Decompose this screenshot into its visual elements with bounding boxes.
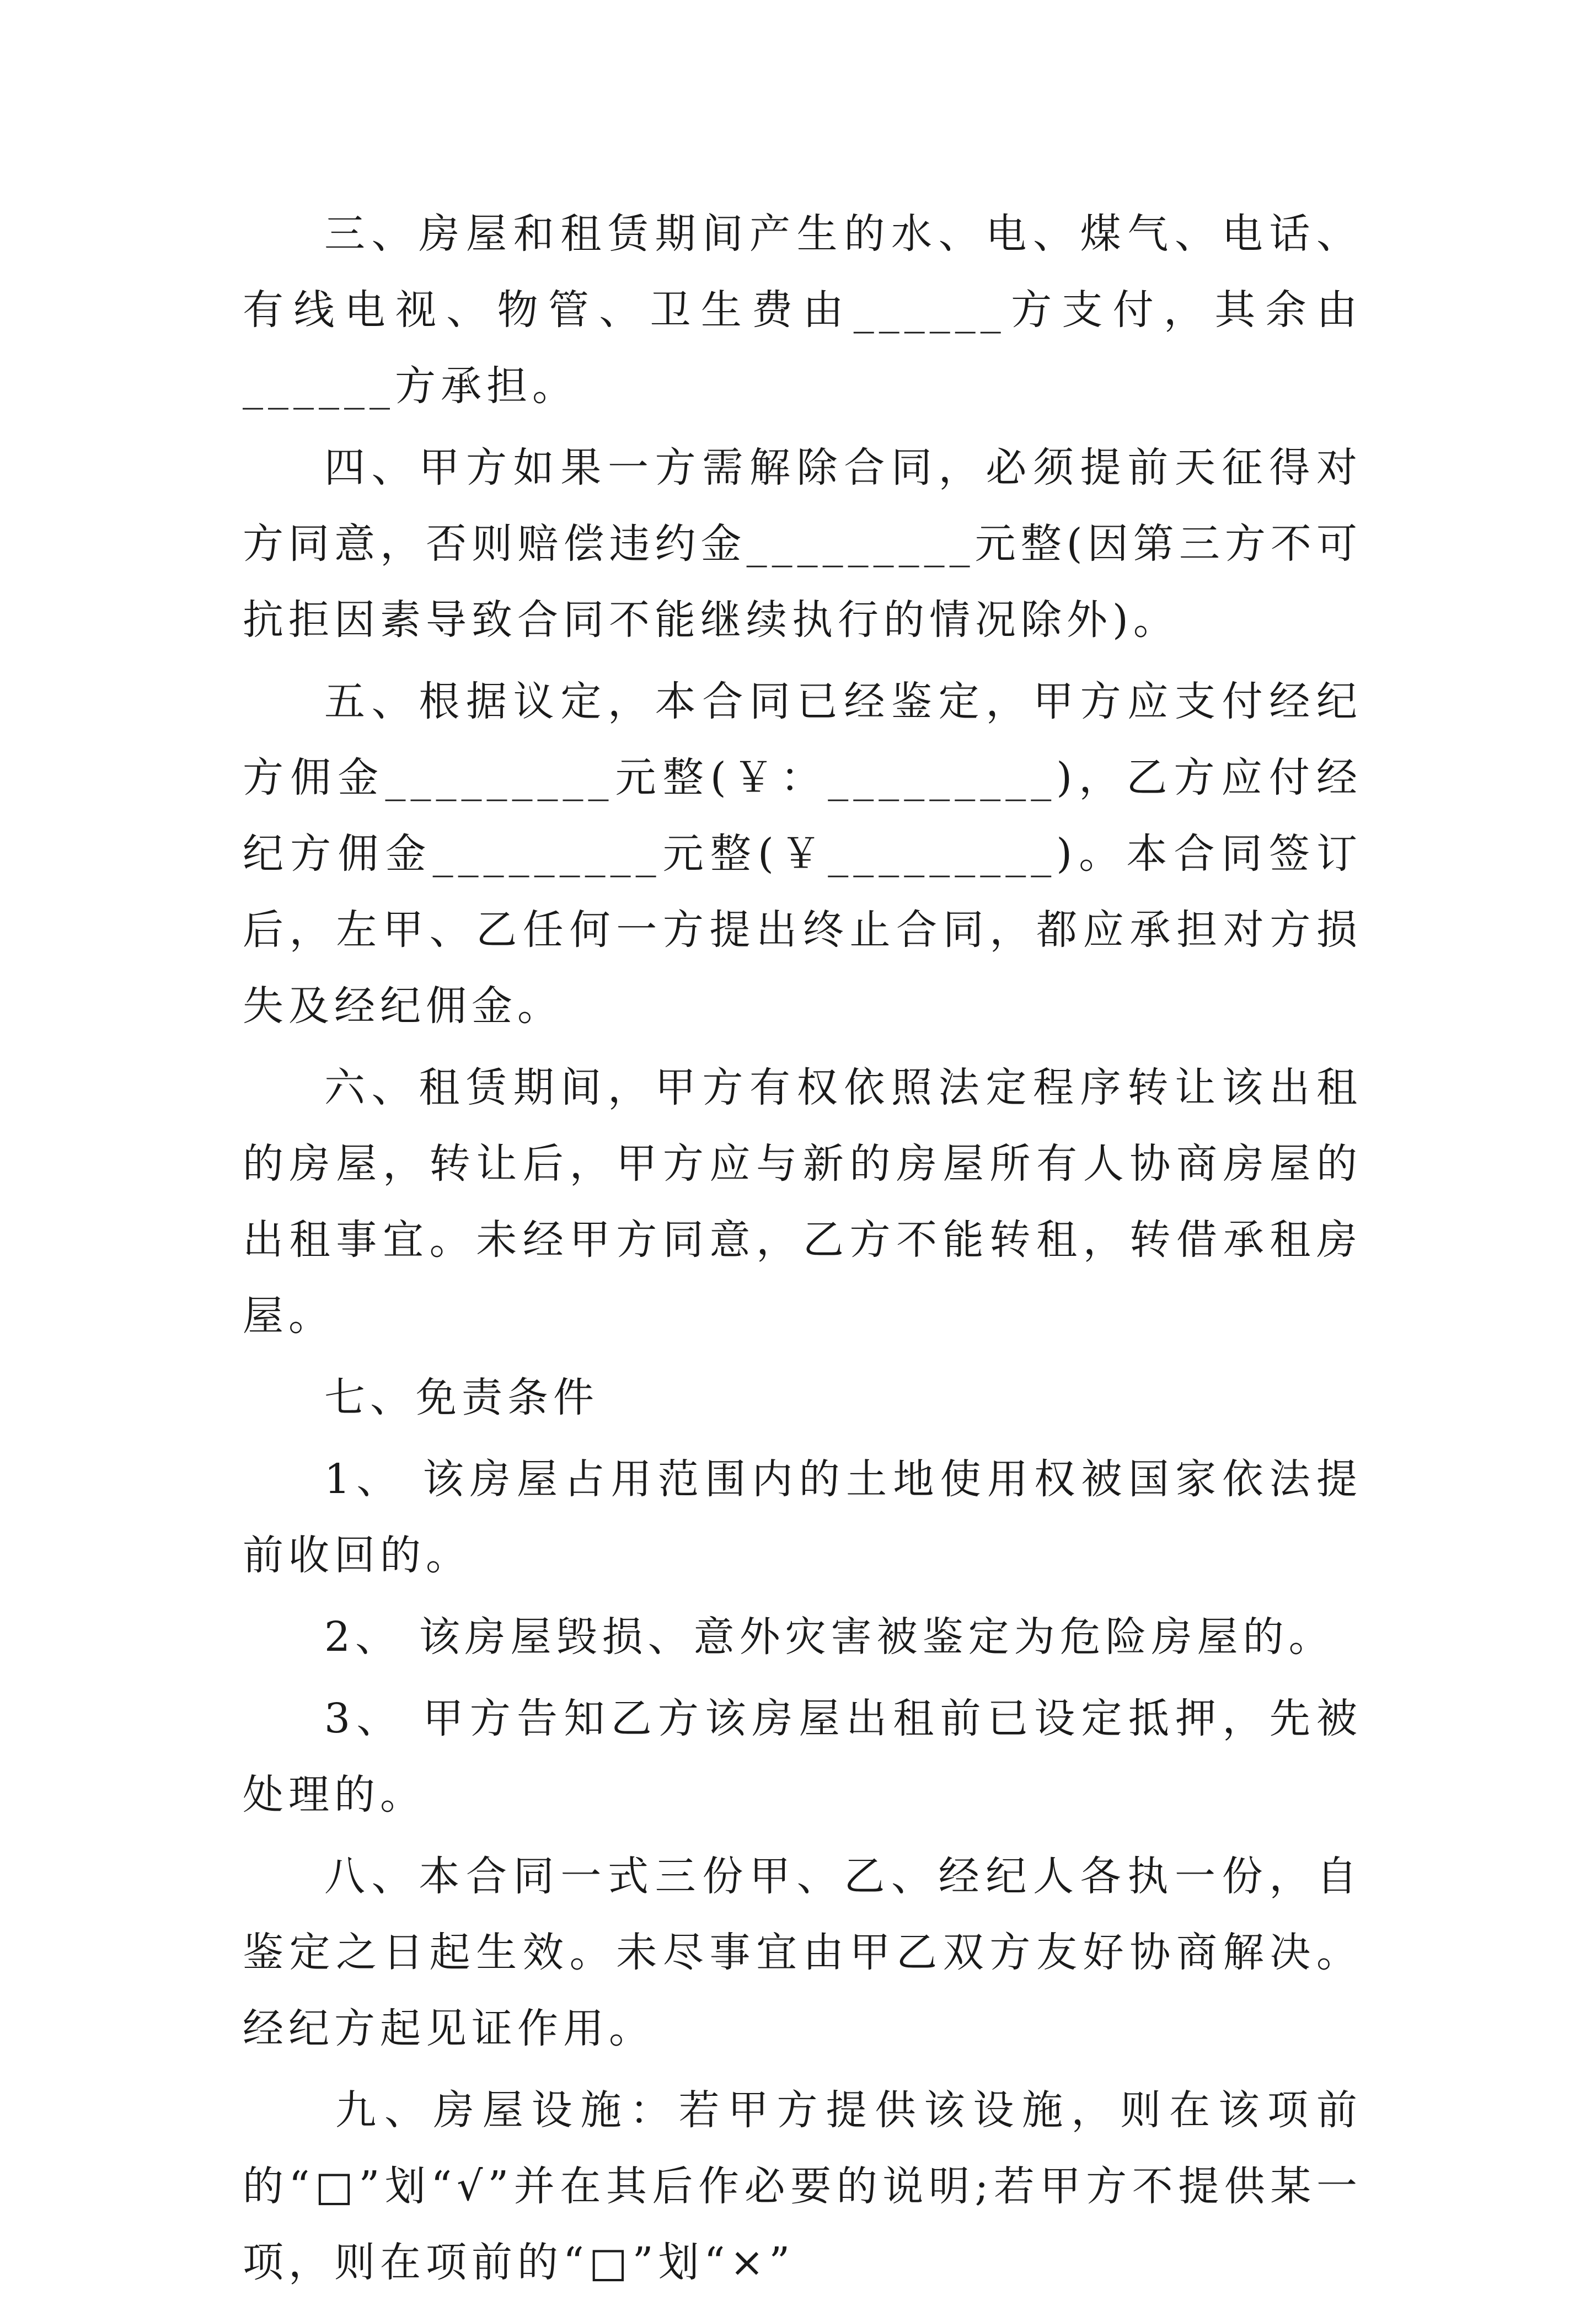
clause-7-heading: 七、免责条件: [324, 1374, 599, 1421]
clause-7-item-2: 2、 该房屋毁损、意外灾害被鉴定为危险房屋的。: [324, 1613, 1335, 1661]
clause-3-paragraph: 三、房屋和租赁期间产生的水、电、煤气、电话、有线电视、物管、卫生费由______方支付，其余由______方承担。: [243, 210, 1362, 410]
clause-7-item-1: 1、 该房屋占用范围内的土地使用权被国家依法提前收回的。: [243, 1456, 1362, 1579]
clause-6-paragraph: 六、租赁期间，甲方有权依照法定程序转让该出租的房屋，转让后，甲方应与新的房屋所有人协商房屋的出租事宜。未经甲方同意，乙方不能转租，转借承租房屋。: [243, 1064, 1362, 1340]
clause-4-paragraph: 四、甲方如果一方需解除合同，必须提前天征得对方同意，否则赔偿违约金_________元整(因第三方不可抗拒因素导致合同不能继续执行的情况除外)。: [243, 444, 1362, 644]
clause-5-paragraph: 五、根据议定，本合同已经鉴定，甲方应支付经纪方佣金_________元整(￥：_________)，乙方应付经纪方佣金_________元整(￥_________)。本合同签订后，左甲、乙任何一方提出终止合同，都应承担对方损失及经纪佣金。: [243, 678, 1362, 1030]
document-page: [243, 196, 1362, 2306]
clause-9-paragraph: 九、房屋设施：若甲方提供该设施，则在该项前的“□”划“√”并在其后作必要的说明;若甲方不提供某一项，则在项前的“□”划“×”: [243, 2086, 1362, 2286]
clause-7-item-3: 3、 甲方告知乙方该房屋出租前已设定抵押，先被处理的。: [243, 1695, 1362, 1818]
clause-8-paragraph: 八、本合同一式三份甲、乙、经纪人各执一份，自鉴定之日起生效。未尽事宜由甲乙双方友好协商解决。经纪方起见证作用。: [243, 1853, 1362, 2052]
